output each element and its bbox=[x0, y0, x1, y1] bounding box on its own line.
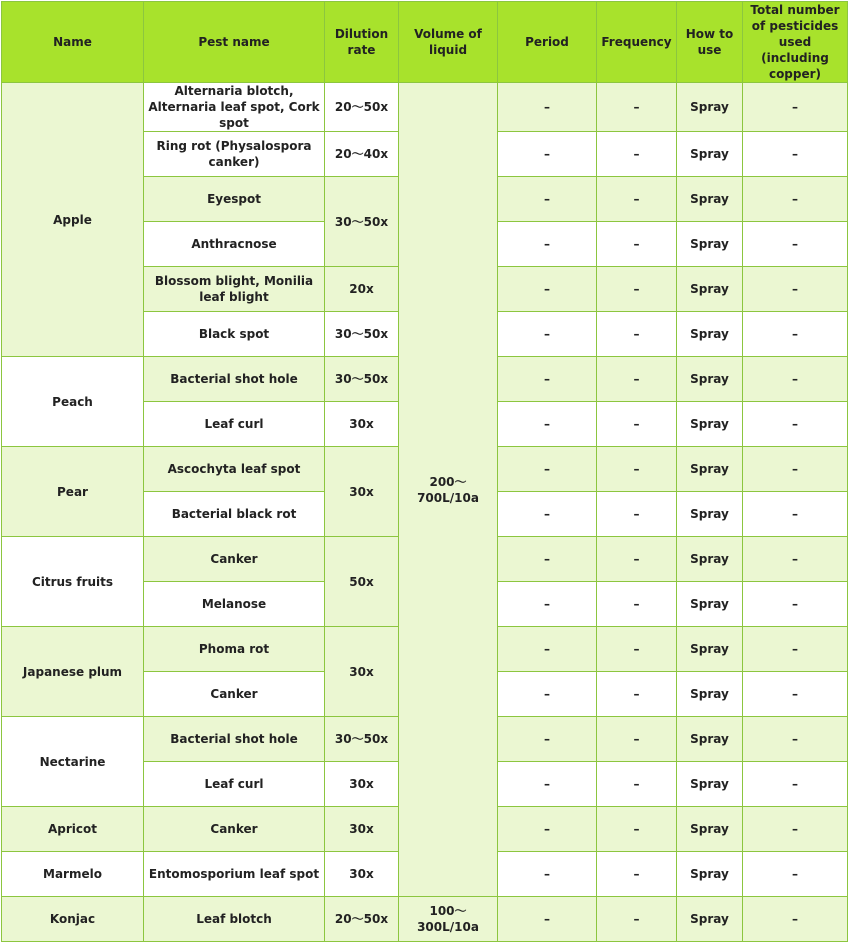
how-to-use: Spray bbox=[677, 357, 743, 402]
pest-name: Canker bbox=[144, 672, 325, 717]
total-pesticides: – bbox=[743, 537, 848, 582]
pest-name: Leaf blotch bbox=[144, 897, 325, 942]
pest-name: Melanose bbox=[144, 582, 325, 627]
dilution-rate: 30～50x bbox=[325, 312, 399, 357]
crop-name: Pear bbox=[2, 447, 144, 537]
pest-name: Canker bbox=[144, 807, 325, 852]
how-to-use: Spray bbox=[677, 132, 743, 177]
how-to-use: Spray bbox=[677, 222, 743, 267]
total-pesticides: – bbox=[743, 897, 848, 942]
pest-name: Alternaria blotch, Alternaria leaf spot, Cork spot bbox=[144, 83, 325, 132]
frequency: – bbox=[597, 762, 677, 807]
volume-of-liquid: 200～700L/10a bbox=[399, 83, 498, 897]
crop-name: Konjac bbox=[2, 897, 144, 942]
header-pest-name: Pest name bbox=[144, 2, 325, 83]
how-to-use: Spray bbox=[677, 897, 743, 942]
frequency: – bbox=[597, 627, 677, 672]
frequency: – bbox=[597, 897, 677, 942]
period: – bbox=[498, 537, 597, 582]
pest-name: Leaf curl bbox=[144, 762, 325, 807]
dilution-rate: 20～50x bbox=[325, 83, 399, 132]
dilution-rate: 30～50x bbox=[325, 177, 399, 267]
dilution-rate: 30x bbox=[325, 807, 399, 852]
crop-name: Peach bbox=[2, 357, 144, 447]
header-volume: Volume of liquid bbox=[399, 2, 498, 83]
crop-name: Apple bbox=[2, 83, 144, 357]
header-total-pesticides: Total number of pesticides used (including copper) bbox=[743, 2, 848, 83]
how-to-use: Spray bbox=[677, 537, 743, 582]
crop-name: Apricot bbox=[2, 807, 144, 852]
how-to-use: Spray bbox=[677, 83, 743, 132]
how-to-use: Spray bbox=[677, 762, 743, 807]
pest-name: Leaf curl bbox=[144, 402, 325, 447]
pest-name: Phoma rot bbox=[144, 627, 325, 672]
frequency: – bbox=[597, 672, 677, 717]
pest-name: Canker bbox=[144, 537, 325, 582]
period: – bbox=[498, 357, 597, 402]
dilution-rate: 30x bbox=[325, 447, 399, 537]
how-to-use: Spray bbox=[677, 447, 743, 492]
period: – bbox=[498, 672, 597, 717]
pest-name: Bacterial black rot bbox=[144, 492, 325, 537]
frequency: – bbox=[597, 132, 677, 177]
how-to-use: Spray bbox=[677, 492, 743, 537]
total-pesticides: – bbox=[743, 357, 848, 402]
how-to-use: Spray bbox=[677, 177, 743, 222]
dilution-rate: 20x bbox=[325, 267, 399, 312]
frequency: – bbox=[597, 357, 677, 402]
period: – bbox=[498, 717, 597, 762]
crop-name: Japanese plum bbox=[2, 627, 144, 717]
period: – bbox=[498, 222, 597, 267]
period: – bbox=[498, 627, 597, 672]
frequency: – bbox=[597, 717, 677, 762]
header-name: Name bbox=[2, 2, 144, 83]
total-pesticides: – bbox=[743, 132, 848, 177]
dilution-rate: 30～50x bbox=[325, 357, 399, 402]
period: – bbox=[498, 402, 597, 447]
frequency: – bbox=[597, 447, 677, 492]
header-frequency: Frequency bbox=[597, 2, 677, 83]
total-pesticides: – bbox=[743, 312, 848, 357]
how-to-use: Spray bbox=[677, 402, 743, 447]
total-pesticides: – bbox=[743, 492, 848, 537]
period: – bbox=[498, 132, 597, 177]
pest-name: Entomosporium leaf spot bbox=[144, 852, 325, 897]
how-to-use: Spray bbox=[677, 807, 743, 852]
how-to-use: Spray bbox=[677, 672, 743, 717]
frequency: – bbox=[597, 537, 677, 582]
period: – bbox=[498, 897, 597, 942]
how-to-use: Spray bbox=[677, 582, 743, 627]
how-to-use: Spray bbox=[677, 717, 743, 762]
frequency: – bbox=[597, 267, 677, 312]
header-row bbox=[2, 2, 848, 83]
period: – bbox=[498, 267, 597, 312]
pest-name: Black spot bbox=[144, 312, 325, 357]
total-pesticides: – bbox=[743, 222, 848, 267]
dilution-rate: 30x bbox=[325, 627, 399, 717]
frequency: – bbox=[597, 177, 677, 222]
dilution-rate: 50x bbox=[325, 537, 399, 627]
period: – bbox=[498, 83, 597, 132]
dilution-rate: 30x bbox=[325, 762, 399, 807]
total-pesticides: – bbox=[743, 762, 848, 807]
frequency: – bbox=[597, 402, 677, 447]
frequency: – bbox=[597, 83, 677, 132]
total-pesticides: – bbox=[743, 717, 848, 762]
dilution-rate: 30x bbox=[325, 852, 399, 897]
period: – bbox=[498, 312, 597, 357]
dilution-rate: 30x bbox=[325, 402, 399, 447]
pesticide-table bbox=[1, 1, 848, 942]
total-pesticides: – bbox=[743, 402, 848, 447]
total-pesticides: – bbox=[743, 267, 848, 312]
frequency: – bbox=[597, 492, 677, 537]
total-pesticides: – bbox=[743, 672, 848, 717]
header-how-to-use: How to use bbox=[677, 2, 743, 83]
dilution-rate: 20～40x bbox=[325, 132, 399, 177]
total-pesticides: – bbox=[743, 447, 848, 492]
frequency: – bbox=[597, 582, 677, 627]
total-pesticides: – bbox=[743, 852, 848, 897]
header-dilution-rate: Dilution rate bbox=[325, 2, 399, 83]
frequency: – bbox=[597, 807, 677, 852]
dilution-rate: 30～50x bbox=[325, 717, 399, 762]
frequency: – bbox=[597, 312, 677, 357]
volume-of-liquid: 100～300L/10a bbox=[399, 897, 498, 942]
crop-name: Marmelo bbox=[2, 852, 144, 897]
pest-name: Bacterial shot hole bbox=[144, 717, 325, 762]
how-to-use: Spray bbox=[677, 627, 743, 672]
table-row bbox=[2, 83, 848, 132]
period: – bbox=[498, 852, 597, 897]
crop-name: Citrus fruits bbox=[2, 537, 144, 627]
period: – bbox=[498, 762, 597, 807]
frequency: – bbox=[597, 222, 677, 267]
pest-name: Eyespot bbox=[144, 177, 325, 222]
crop-name: Nectarine bbox=[2, 717, 144, 807]
how-to-use: Spray bbox=[677, 312, 743, 357]
total-pesticides: – bbox=[743, 83, 848, 132]
pest-name: Blossom blight, Monilia leaf blight bbox=[144, 267, 325, 312]
how-to-use: Spray bbox=[677, 852, 743, 897]
total-pesticides: – bbox=[743, 582, 848, 627]
table-row bbox=[2, 897, 848, 942]
pest-name: Bacterial shot hole bbox=[144, 357, 325, 402]
total-pesticides: – bbox=[743, 177, 848, 222]
period: – bbox=[498, 492, 597, 537]
how-to-use: Spray bbox=[677, 267, 743, 312]
pest-name: Anthracnose bbox=[144, 222, 325, 267]
period: – bbox=[498, 177, 597, 222]
header-period: Period bbox=[498, 2, 597, 83]
dilution-rate: 20～50x bbox=[325, 897, 399, 942]
frequency: – bbox=[597, 852, 677, 897]
total-pesticides: – bbox=[743, 627, 848, 672]
pest-name: Ascochyta leaf spot bbox=[144, 447, 325, 492]
total-pesticides: – bbox=[743, 807, 848, 852]
pest-name: Ring rot (Physalospora canker) bbox=[144, 132, 325, 177]
period: – bbox=[498, 807, 597, 852]
period: – bbox=[498, 582, 597, 627]
period: – bbox=[498, 447, 597, 492]
